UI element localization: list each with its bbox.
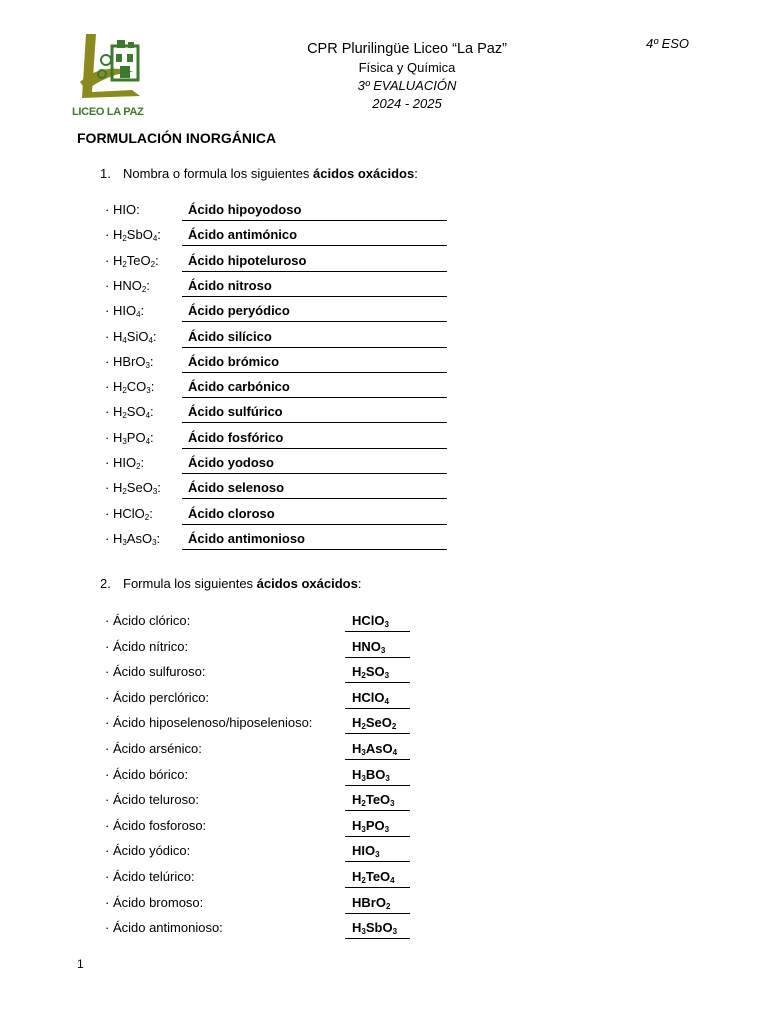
- question-suffix: :: [414, 166, 418, 181]
- answer-line: [182, 348, 447, 373]
- answer-line: [182, 323, 447, 348]
- q1-row: [0, 348, 768, 373]
- answer-text: Ácido hipoteluroso: [188, 252, 307, 268]
- answer-text: Ácido fosfórico: [188, 429, 284, 445]
- question-emphasis: ácidos oxácidos: [256, 576, 358, 591]
- question-emphasis: ácidos oxácidos: [313, 166, 415, 181]
- answer-line: [345, 684, 410, 709]
- answer-line: [345, 863, 410, 888]
- formula-label: · $HIO_4$:: [105, 303, 145, 320]
- formula-label: · $H_2SbO_4$:: [105, 227, 161, 244]
- q1-row: [0, 373, 768, 398]
- formula-label: · $H_3PO_4$:: [105, 429, 154, 446]
- acid-name-label: · Ácido nítrico:: [105, 638, 189, 654]
- answer-formula: $H_3BO_3$: [352, 766, 390, 783]
- answer-line: [345, 607, 410, 632]
- answer-formula: $H_2TeO_4$: [352, 869, 395, 885]
- formula-label: · $H_4SiO_4$:: [105, 328, 157, 345]
- chemical-formula: $H_2TeO_2$: [112, 252, 156, 269]
- q2-row: [0, 837, 768, 862]
- q2-row: [0, 658, 768, 683]
- q2-row: [0, 633, 768, 658]
- formula-label: · $H_3AsO_3$:: [105, 530, 161, 547]
- question-suffix: :: [357, 576, 362, 591]
- chemical-formula: $H_2CO_3$: [112, 379, 151, 396]
- acid-name-label: · Ácido bromoso:: [105, 894, 204, 910]
- answer-text: Ácido selenoso: [188, 480, 285, 496]
- q1-row: [0, 272, 768, 297]
- answer-line: [182, 474, 447, 499]
- acid-name-label: · Ácido hiposelenoso/hiposelenioso:: [105, 715, 313, 731]
- answer-line: [345, 658, 410, 683]
- q1-row: [0, 525, 768, 550]
- answer-formula: $HIO_3$: [352, 843, 380, 860]
- q2-row: [0, 684, 768, 709]
- answer-line: [182, 398, 447, 423]
- formula-label: · $HNO_2$:: [105, 277, 150, 294]
- answer-line: [182, 297, 447, 322]
- question-text: Formula los siguientes: [123, 576, 257, 591]
- answer-formula: HBrO$_2$: [352, 894, 391, 911]
- page-number: 1: [77, 957, 84, 971]
- q1-row: [0, 323, 768, 348]
- chemical-formula: $HIO_4$: [112, 303, 141, 320]
- answer-text: Ácido silícico: [188, 328, 272, 344]
- chemical-formula: HIO: [112, 202, 137, 217]
- answer-formula: $HNO_3$: [352, 638, 386, 655]
- answer-text: Ácido sulfúrico: [188, 404, 283, 420]
- chemical-formula: $H_3AsO_3$: [112, 530, 157, 547]
- answer-line: [182, 525, 447, 550]
- formula-label: · HClO$_2$:: [105, 505, 153, 522]
- q1-row: [0, 196, 768, 221]
- acid-name-label: · Ácido antimonioso:: [105, 920, 223, 936]
- answer-line: [345, 837, 410, 862]
- q2-row: [0, 786, 768, 811]
- q2-row: [0, 761, 768, 786]
- acid-name-label: · Ácido perclórico:: [105, 689, 210, 705]
- answer-formula: $H_3SbO_3$: [352, 920, 398, 937]
- school-name: CPR Plurilingüe Liceo “La Paz”: [307, 41, 507, 57]
- acid-name-label: · Ácido arsénico:: [105, 741, 202, 756]
- answer-formula: HClO$_4$: [352, 689, 389, 706]
- answer-line: [345, 812, 410, 837]
- answer-text: Ácido peryódico: [188, 303, 290, 319]
- acid-name-label: · Ácido clórico:: [105, 613, 191, 628]
- chemical-formula: $H_4SiO_4$: [112, 328, 153, 345]
- answer-line: [182, 196, 447, 221]
- chemical-formula: $HIO_2$: [112, 455, 141, 471]
- chemical-formula: $H_2SO_4$: [112, 404, 151, 421]
- answer-formula: $H_2SeO_2$: [352, 715, 397, 732]
- formula-label: · $H_2SO_4$:: [105, 404, 154, 421]
- answer-text: Ácido antimonioso: [188, 530, 305, 546]
- answer-line: [182, 424, 447, 449]
- formula-label: · $H_2CO_3$:: [105, 379, 155, 396]
- formula-label: · $H_2TeO_2$:: [105, 252, 159, 269]
- answer-formula: $H_2TeO_3$: [352, 792, 395, 809]
- answer-line: [182, 373, 447, 398]
- q2-row: [0, 735, 768, 760]
- answer-line: [345, 761, 410, 786]
- q1-row: [0, 398, 768, 423]
- formula-label: · HBrO$_3$:: [105, 353, 154, 370]
- answer-line: [182, 449, 447, 474]
- chemical-formula: $H_2SeO_3$: [112, 480, 158, 497]
- answer-line: [182, 221, 447, 246]
- formula-label: · $HIO_2$:: [105, 455, 145, 471]
- chemical-formula: HClO$_2$: [112, 505, 150, 522]
- chemical-formula: $H_2SbO_4$: [112, 227, 158, 244]
- logo-text: LICEO LA PAZ: [72, 106, 144, 118]
- q2-row: [0, 607, 768, 632]
- q1-row: [0, 297, 768, 322]
- answer-formula: $H_3PO_3$: [352, 817, 390, 834]
- chemical-formula: HBrO$_3$: [112, 353, 150, 370]
- acid-name-label: · Ácido sulfuroso:: [105, 664, 206, 680]
- formula-label: · $H_2SeO_3$:: [105, 480, 161, 497]
- school-year: 2024 - 2025: [372, 96, 442, 111]
- q1-row: [0, 500, 768, 525]
- answer-formula: HClO$_3$: [352, 613, 389, 629]
- q2-row: [0, 709, 768, 734]
- answer-text: Ácido carbónico: [188, 379, 290, 395]
- answer-line: [345, 889, 410, 914]
- evaluation-label: 3º EVALUACIÓN: [357, 78, 457, 93]
- acid-name-label: · Ácido bórico:: [105, 766, 189, 782]
- grade-label: 4º ESO: [646, 36, 690, 51]
- school-logo: [72, 32, 146, 122]
- question-2-heading: [100, 576, 361, 591]
- answer-line: [345, 786, 410, 811]
- answer-line: [182, 272, 447, 297]
- answer-line: [345, 914, 410, 939]
- q2-row: [0, 812, 768, 837]
- q2-row: [0, 914, 768, 939]
- chemical-formula: $HNO_2$: [112, 277, 147, 294]
- formula-label: · HIO:: [105, 202, 140, 217]
- subject-name: Física y Química: [358, 60, 456, 75]
- acid-name-label: · Ácido telúrico:: [105, 869, 195, 884]
- answer-text: Ácido yodoso: [188, 455, 274, 470]
- answer-formula: $H_3AsO_4$: [352, 741, 398, 757]
- acid-name-label: · Ácido teluroso:: [105, 792, 199, 808]
- question-text: Nombra o formula los siguientes: [123, 166, 314, 181]
- answer-formula: $H_2SO_3$: [352, 664, 390, 681]
- answer-text: Ácido antimónico: [188, 227, 298, 243]
- question-number: 2.: [100, 576, 111, 591]
- answer-text: Ácido brómico: [188, 353, 280, 369]
- q2-row: [0, 863, 768, 888]
- acid-name-label: · Ácido fosforoso:: [105, 817, 207, 833]
- acid-name-label: · Ácido yódico:: [105, 843, 191, 859]
- q1-row: [0, 474, 768, 499]
- answer-line: [182, 500, 447, 525]
- question-1-heading: [100, 166, 418, 181]
- question-number: 1.: [100, 166, 111, 181]
- answer-text: Ácido hipoyodoso: [188, 202, 302, 217]
- answer-line: [345, 735, 410, 760]
- answer-line: [345, 633, 410, 658]
- page-title: FORMULACIÓN INORGÁNICA: [77, 130, 277, 146]
- q1-row: [0, 424, 768, 449]
- answer-text: Ácido nitroso: [188, 277, 272, 293]
- q1-row: [0, 449, 768, 474]
- chemical-formula: $H_3PO_4$: [112, 429, 151, 446]
- answer-text: Ácido cloroso: [188, 505, 275, 521]
- q1-row: [0, 221, 768, 246]
- answer-line: [182, 247, 447, 272]
- q1-row: [0, 247, 768, 272]
- q2-row: [0, 889, 768, 914]
- answer-line: [345, 709, 410, 734]
